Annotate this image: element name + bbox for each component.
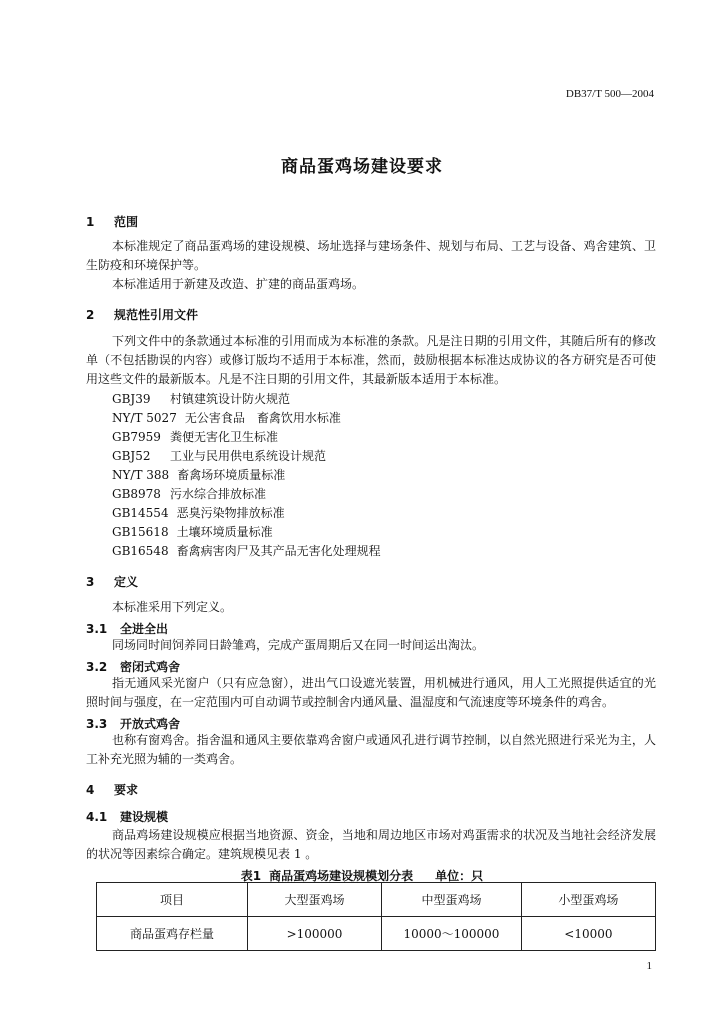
table-header-cell: 项目 bbox=[97, 883, 248, 917]
ref-item: GB15618 土壤环境质量标准 bbox=[112, 525, 273, 539]
ref-item: NY/T 388 畜禽场环境质量标准 bbox=[112, 468, 286, 482]
document-title: 商品蛋鸡场建设要求 bbox=[281, 157, 443, 177]
section-4-heading: 4 要求 bbox=[86, 783, 139, 797]
section-3-heading: 3 定义 bbox=[86, 575, 139, 589]
definition-3-1-heading: 3.1 全进全出 bbox=[86, 622, 169, 636]
page-number: 1 bbox=[646, 960, 652, 972]
table-header-cell: 小型蛋鸡场 bbox=[521, 883, 655, 917]
table-caption: 表1 商品蛋鸡场建设规模划分表 单位：只 bbox=[240, 869, 484, 883]
table-header-cell: 中型蛋鸡场 bbox=[382, 883, 522, 917]
table-header-cell: 大型蛋鸡场 bbox=[247, 883, 381, 917]
section-1-heading: 1 范围 bbox=[86, 215, 139, 229]
ref-item: GB14554 恶臭污染物排放标准 bbox=[112, 506, 285, 520]
table-cell: 10000～100000 bbox=[382, 917, 522, 951]
section-2-para-1: 下列文件中的条款通过本标准的引用而成为本标准的条款。凡是注日期的引用文件，其随后所有的修改单（不包括勘误的内容）或修订版均不适用于本标准，然而，鼓励根据本标准达成协议的各方研究是否可使用这些文件的最新版本。凡是不注日期的引用文件，其最新版本适用于本标准。 bbox=[86, 334, 656, 386]
ref-item: GBJ39 村镇建筑设计防火规范 bbox=[112, 392, 291, 406]
table-row bbox=[97, 917, 656, 951]
definition-3-1-text: 同场同时间饲养同日龄雏鸡，完成产蛋周期后又在同一时间运出淘汰。 bbox=[112, 638, 485, 652]
scale-table bbox=[96, 882, 656, 951]
subsection-4-1-text: 商品鸡场建设规模应根据当地资源、资金，当地和周边地区市场对鸡蛋需求的状况及当地社会经济发展的状况等因素综合确定。建筑规模见表 1 。 bbox=[86, 828, 656, 861]
table-cell: <10000 bbox=[521, 917, 655, 951]
ref-item: GB7959 粪便无害化卫生标准 bbox=[112, 430, 279, 444]
definition-3-3-heading: 3.3 开放式鸡舍 bbox=[86, 717, 181, 731]
ref-item: GBJ52 工业与民用供电系统设计规范 bbox=[112, 449, 327, 463]
definition-3-3-text: 也称有窗鸡舍。指舍温和通风主要依靠鸡舍窗户或通风孔进行调节控制，以自然光照进行采光为主，人工补充光照为辅的一类鸡舍。 bbox=[86, 733, 656, 766]
section-1-para-1: 本标准规定了商品蛋鸡场的建设规模、场址选择与建场条件、规划与布局、工艺与设备、鸡舍建筑、卫生防疫和环境保护等。 bbox=[86, 239, 656, 272]
standard-number: DB37/T 500—2004 bbox=[565, 88, 654, 100]
definition-3-2-text: 指无通风采光窗户（只有应急窗），进出气口设遮光装置，用机械进行通风，用人工光照提供适宜的光照时间与强度，在一定范围内可自动调节或控制舍内通风量、温湿度和气流速度等环境条件的鸡舍。 bbox=[86, 676, 656, 709]
ref-item: GB8978 污水综合排放标准 bbox=[112, 487, 267, 501]
definition-3-2-heading: 3.2 密闭式鸡舍 bbox=[86, 660, 181, 674]
ref-item: NY/T 5027 无公害食品 畜禽饮用水标准 bbox=[112, 411, 341, 425]
table-header-row bbox=[97, 883, 656, 917]
section-3-para-1: 本标准采用下列定义。 bbox=[112, 600, 233, 614]
table-cell: 商品蛋鸡存栏量 bbox=[97, 917, 248, 951]
subsection-4-1-heading: 4.1 建设规模 bbox=[86, 810, 169, 824]
table-cell: >100000 bbox=[247, 917, 381, 951]
section-1-para-2: 本标准适用于新建及改造、扩建的商品蛋鸡场。 bbox=[112, 277, 365, 291]
ref-item: GB16548 畜禽病害肉尸及其产品无害化处理规程 bbox=[112, 544, 381, 558]
section-2-heading: 2 规范性引用文件 bbox=[86, 308, 199, 322]
